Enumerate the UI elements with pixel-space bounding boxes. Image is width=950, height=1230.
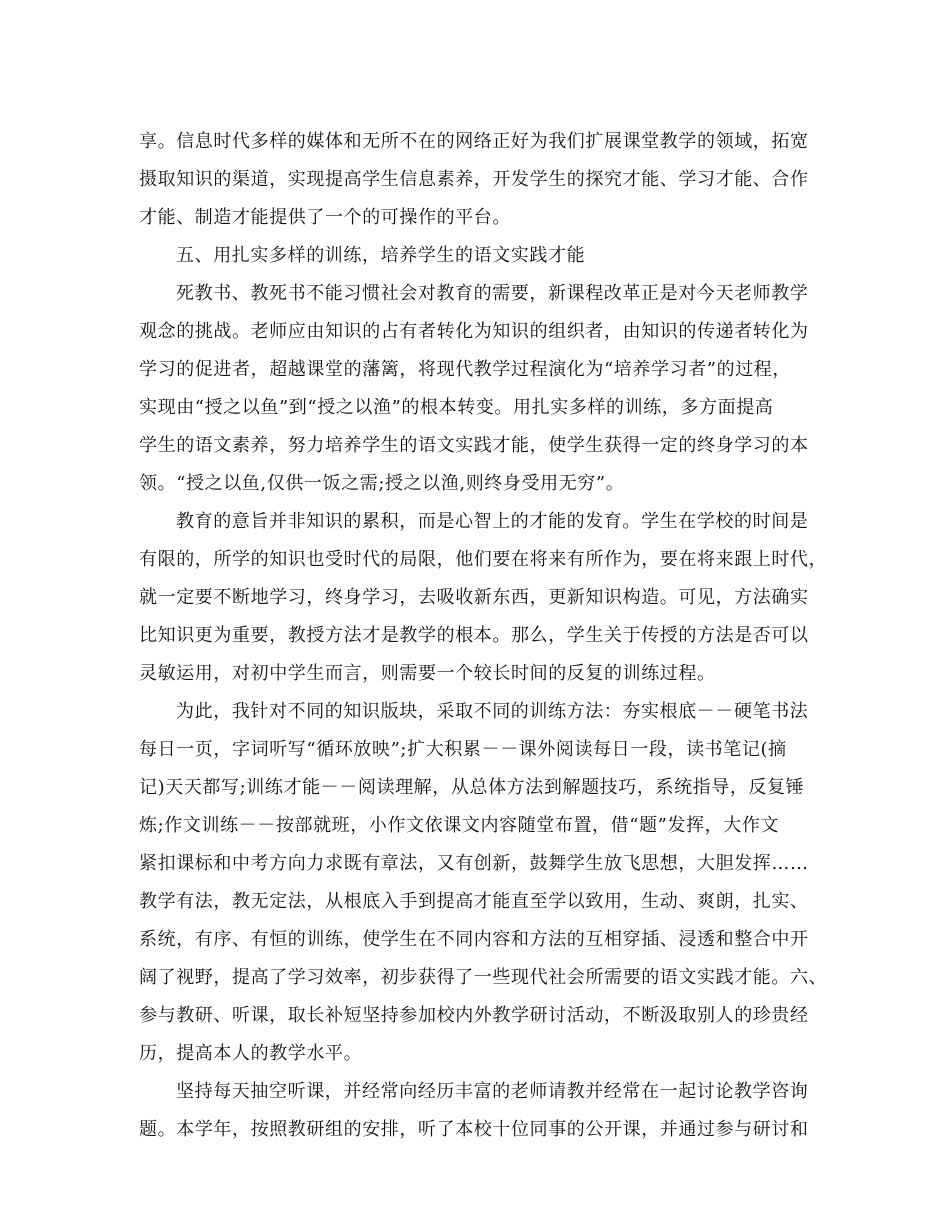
text-line: 有限的，所学的知识也受时代的局限，他们要在将来有所作为，要在将来跟上时代， bbox=[139, 549, 828, 570]
text-line: 炼;作文训练－－按部就班，小作文依课文内容随堂布置，借“题”发挥，大作文 bbox=[139, 815, 780, 836]
text-line: 实现由“授之以鱼”到“授之以渔”的根本转变。用扎实多样的训练，多方面提高 bbox=[139, 397, 774, 418]
section-heading: 五、用扎实多样的训练，培养学生的语文实践才能 bbox=[176, 245, 586, 266]
text-line: 历，提高本人的教学水平。 bbox=[139, 1043, 363, 1064]
text-line: 紧扣课标和中考方向力求既有章法，又有创新，鼓舞学生放飞思想，大胆发挥…… bbox=[139, 853, 809, 874]
text-line: 比知识更为重要，教授方法才是教学的根本。那么，学生关于传授的方法是否可以 bbox=[139, 625, 809, 646]
text-line: 享。信息时代多样的媒体和无所不在的网络正好为我们扩展课堂教学的领域，拓宽 bbox=[139, 131, 809, 152]
text-line: 为此，我针对不同的知识版块，采取不同的训练方法：夯实根底－－硬笔书法 bbox=[176, 701, 809, 722]
text-line: 教育的意旨并非知识的累积，而是心智上的才能的发育。学生在学校的时间是 bbox=[176, 511, 809, 532]
text-line: 阔了视野，提高了学习效率，初步获得了一些现代社会所需要的语文实践才能。六、 bbox=[139, 967, 828, 988]
text-line: 系统，有序、有恒的训练，使学生在不同内容和方法的互相穿插、浸透和整合中开 bbox=[139, 929, 809, 950]
text-line: 学习的促进者，超越课堂的藩篱，将现代教学过程演化为“培养学习者”的过程， bbox=[139, 359, 792, 380]
text-line: 死教书、教死书不能习惯社会对教育的需要，新课程改革正是对今天老师教学 bbox=[176, 283, 809, 304]
text-line: 教学有法，教无定法，从根底入手到提高才能直至学以致用，生动、爽朗，扎实、 bbox=[139, 891, 809, 912]
text-line: 才能、制造才能提供了一个的可操作的平台。 bbox=[139, 207, 511, 228]
text-line: 学生的语文素养，努力培养学生的语文实践才能，使学生获得一定的终身学习的本 bbox=[139, 435, 809, 456]
text-line: 领。“授之以鱼,仅供一饭之需;授之以渔,则终身受用无穷”。 bbox=[139, 473, 625, 494]
text-line: 记)天天都写;训练才能－－阅读理解，从总体方法到解题技巧，系统指导，反复锤 bbox=[139, 777, 805, 798]
text-line: 观念的挑战。老师应由知识的占有者转化为知识的组织者，由知识的传递者转化为 bbox=[139, 321, 809, 342]
text-line: 题。本学年，按照教研组的安排，听了本校十位同事的公开课，并通过参与研讨和 bbox=[139, 1119, 809, 1140]
text-line: 摄取知识的渠道，实现提高学生信息素养，开发学生的探究才能、学习才能、合作 bbox=[139, 169, 809, 190]
text-line: 灵敏运用，对初中学生而言，则需要一个较长时间的反复的训练过程。 bbox=[139, 663, 716, 684]
text-line: 坚持每天抽空听课，并经常向经历丰富的老师请教并经常在一起讨论教学咨询 bbox=[176, 1081, 809, 1102]
text-line: 就一定要不断地学习，终身学习，去吸收新东西，更新知识构造。可见，方法确实 bbox=[139, 587, 809, 608]
text-line: 参与教研、听课，取长补短坚持参加校内外教学研讨活动，不断汲取别人的珍贵经 bbox=[139, 1005, 809, 1026]
text-line: 每日一页，字词听写“循环放映”;扩大积累－－课外阅读每日一段，读书笔记(摘 bbox=[139, 739, 787, 760]
